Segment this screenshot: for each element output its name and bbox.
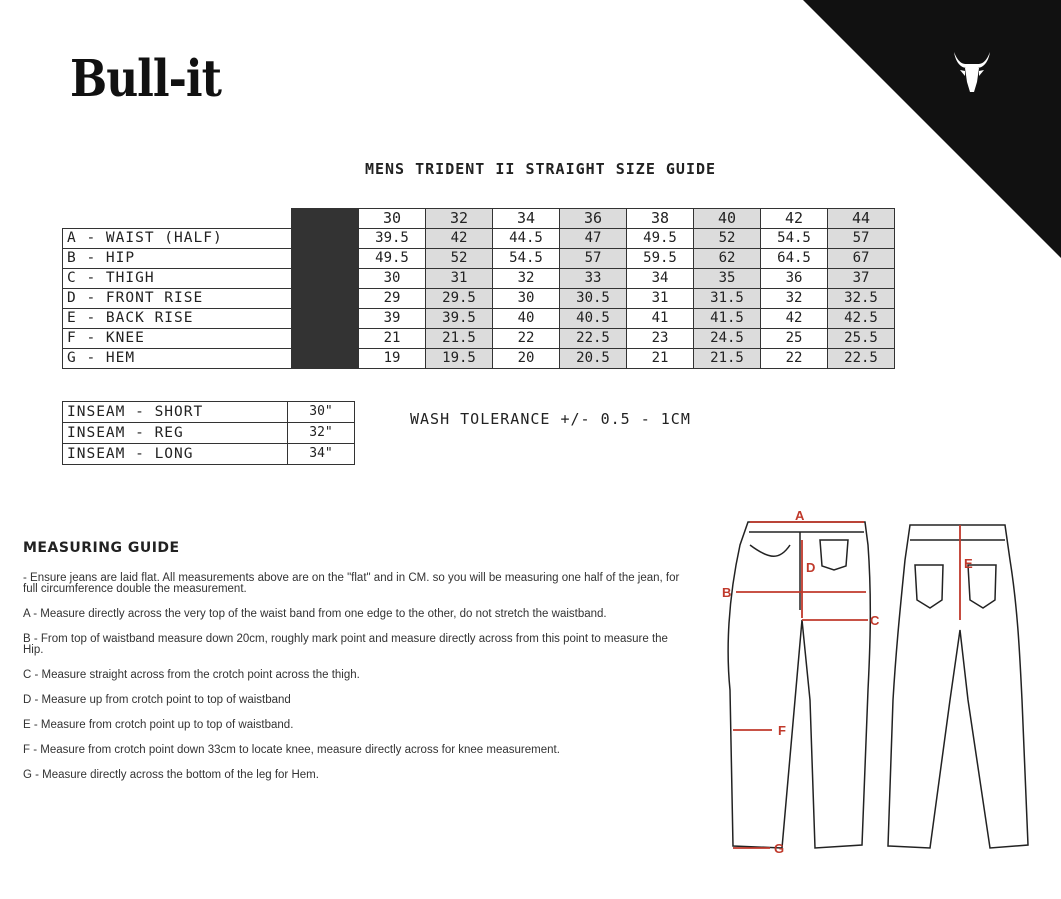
measurement-label: A - WAIST (HALF) bbox=[63, 229, 292, 249]
measuring-guide-list bbox=[23, 573, 688, 795]
measurement-value: 22.5 bbox=[828, 349, 895, 369]
measurement-value: 40.5 bbox=[560, 309, 627, 329]
dark-cell bbox=[292, 289, 359, 309]
size-row bbox=[63, 269, 895, 289]
measurement-value: 59.5 bbox=[627, 249, 694, 269]
measurement-value: 21.5 bbox=[694, 349, 761, 369]
measurement-value: 32 bbox=[761, 289, 828, 309]
measurement-value: 49.5 bbox=[359, 249, 426, 269]
measurement-value: 22 bbox=[493, 329, 560, 349]
measurement-value: 31.5 bbox=[694, 289, 761, 309]
inseam-label: INSEAM - REG bbox=[63, 423, 288, 444]
size-row bbox=[63, 229, 895, 249]
page-title: MENS TRIDENT II STRAIGHT SIZE GUIDE bbox=[364, 160, 717, 178]
guide-item: C - Measure straight across from the crotch point across the thigh. bbox=[23, 669, 360, 681]
inseam-value: 30" bbox=[288, 402, 355, 423]
measurement-value: 24.5 bbox=[694, 329, 761, 349]
measurement-value: 39.5 bbox=[426, 309, 493, 329]
size-header: 40 bbox=[694, 209, 761, 229]
jeans-diagram bbox=[715, 505, 1035, 865]
measuring-guide-title: MEASURING GUIDE bbox=[23, 540, 180, 556]
dark-cell bbox=[292, 269, 359, 289]
measurement-value: 32 bbox=[493, 269, 560, 289]
measurement-value: 21.5 bbox=[426, 329, 493, 349]
measurement-value: 54.5 bbox=[493, 249, 560, 269]
header-dark-cell bbox=[292, 209, 359, 229]
size-row bbox=[63, 249, 895, 269]
measurement-value: 21 bbox=[627, 349, 694, 369]
dark-cell bbox=[292, 329, 359, 349]
dark-cell bbox=[292, 229, 359, 249]
inseam-label: INSEAM - LONG bbox=[63, 444, 288, 465]
guide-item: D - Measure up from crotch point to top of waistband bbox=[23, 694, 291, 706]
size-table bbox=[62, 208, 895, 369]
measurement-value: 25.5 bbox=[828, 329, 895, 349]
label-f: F bbox=[778, 723, 786, 738]
size-row bbox=[63, 289, 895, 309]
size-header: 32 bbox=[426, 209, 493, 229]
measurement-value: 57 bbox=[828, 229, 895, 249]
measurement-value: 39 bbox=[359, 309, 426, 329]
dark-cell bbox=[292, 349, 359, 369]
measurement-value: 33 bbox=[560, 269, 627, 289]
measurement-value: 37 bbox=[828, 269, 895, 289]
measurement-value: 47 bbox=[560, 229, 627, 249]
measurement-value: 19.5 bbox=[426, 349, 493, 369]
guide-item: B - From top of waistband measure down 20cm, roughly mark point and measure directly across from this point to measure the Hip. bbox=[23, 633, 668, 656]
measurement-value: 29 bbox=[359, 289, 426, 309]
dark-cell bbox=[292, 309, 359, 329]
back-jeans-icon bbox=[888, 525, 1028, 848]
measurement-value: 31 bbox=[627, 289, 694, 309]
measurement-label: B - HIP bbox=[63, 249, 292, 269]
measurement-value: 42 bbox=[426, 229, 493, 249]
measurement-label: F - KNEE bbox=[63, 329, 292, 349]
measurement-value: 67 bbox=[828, 249, 895, 269]
measurement-value: 52 bbox=[694, 229, 761, 249]
inseam-label: INSEAM - SHORT bbox=[63, 402, 288, 423]
measurement-value: 21 bbox=[359, 329, 426, 349]
guide-item: G - Measure directly across the bottom of the leg for Hem. bbox=[23, 769, 319, 781]
inseam-table bbox=[62, 401, 355, 465]
measurement-value: 31 bbox=[426, 269, 493, 289]
guide-item: A - Measure directly across the very top of the waist band from one edge to the other, do not stretch the waistband. bbox=[23, 608, 607, 620]
size-header: 44 bbox=[828, 209, 895, 229]
measurement-value: 42.5 bbox=[828, 309, 895, 329]
measurement-value: 30 bbox=[359, 269, 426, 289]
size-row bbox=[63, 309, 895, 329]
measurement-value: 35 bbox=[694, 269, 761, 289]
measurement-value: 52 bbox=[426, 249, 493, 269]
measurement-value: 42 bbox=[761, 309, 828, 329]
size-header: 42 bbox=[761, 209, 828, 229]
measurement-value: 44.5 bbox=[493, 229, 560, 249]
measurement-value: 49.5 bbox=[627, 229, 694, 249]
label-d: D bbox=[806, 560, 816, 575]
measurement-label: G - HEM bbox=[63, 349, 292, 369]
front-jeans-icon bbox=[728, 522, 870, 848]
measurement-value: 64.5 bbox=[761, 249, 828, 269]
measurement-value: 57 bbox=[560, 249, 627, 269]
wash-tolerance: WASH TOLERANCE +/- 0.5 - 1CM bbox=[410, 410, 691, 428]
measurement-value: 20 bbox=[493, 349, 560, 369]
measurement-value: 40 bbox=[493, 309, 560, 329]
measurement-value: 54.5 bbox=[761, 229, 828, 249]
measurement-value: 41.5 bbox=[694, 309, 761, 329]
measurement-value: 41 bbox=[627, 309, 694, 329]
measurement-value: 19 bbox=[359, 349, 426, 369]
size-header: 34 bbox=[493, 209, 560, 229]
measurement-value: 36 bbox=[761, 269, 828, 289]
label-c: C bbox=[870, 613, 880, 628]
measurement-value: 22 bbox=[761, 349, 828, 369]
label-b: B bbox=[722, 585, 732, 600]
label-e: E bbox=[964, 556, 973, 571]
measurement-value: 30 bbox=[493, 289, 560, 309]
header-spacer bbox=[63, 209, 292, 229]
measurement-value: 20.5 bbox=[560, 349, 627, 369]
inseam-row bbox=[63, 444, 355, 465]
measurement-value: 39.5 bbox=[359, 229, 426, 249]
guide-item: F - Measure from crotch point down 33cm to locate knee, measure directly across for knee measurement. bbox=[23, 744, 560, 756]
measurement-value: 32.5 bbox=[828, 289, 895, 309]
inseam-value: 34" bbox=[288, 444, 355, 465]
measurement-value: 25 bbox=[761, 329, 828, 349]
inseam-row bbox=[63, 423, 355, 444]
label-g: G bbox=[774, 841, 785, 856]
measurement-label: D - FRONT RISE bbox=[63, 289, 292, 309]
size-header-row bbox=[63, 209, 895, 229]
brand-logo: Bull-it bbox=[70, 50, 221, 109]
size-header: 36 bbox=[560, 209, 627, 229]
measurement-value: 22.5 bbox=[560, 329, 627, 349]
inseam-row bbox=[63, 402, 355, 423]
size-header: 30 bbox=[359, 209, 426, 229]
measurement-label: C - THIGH bbox=[63, 269, 292, 289]
measurement-value: 62 bbox=[694, 249, 761, 269]
size-row bbox=[63, 349, 895, 369]
measurement-value: 29.5 bbox=[426, 289, 493, 309]
dark-cell bbox=[292, 249, 359, 269]
measurement-value: 23 bbox=[627, 329, 694, 349]
guide-item: - Ensure jeans are laid flat. All measurements above are on the "flat" and in CM. so you will be measuring one half of the jean, for full circumference double the measurement. bbox=[23, 572, 680, 595]
size-header: 38 bbox=[627, 209, 694, 229]
measurement-value: 34 bbox=[627, 269, 694, 289]
guide-item: E - Measure from crotch point up to top of waistband. bbox=[23, 719, 294, 731]
measurement-label: E - BACK RISE bbox=[63, 309, 292, 329]
measurement-value: 30.5 bbox=[560, 289, 627, 309]
size-row bbox=[63, 329, 895, 349]
inseam-value: 32" bbox=[288, 423, 355, 444]
label-a: A bbox=[795, 508, 805, 523]
measurement-lines bbox=[733, 522, 960, 848]
